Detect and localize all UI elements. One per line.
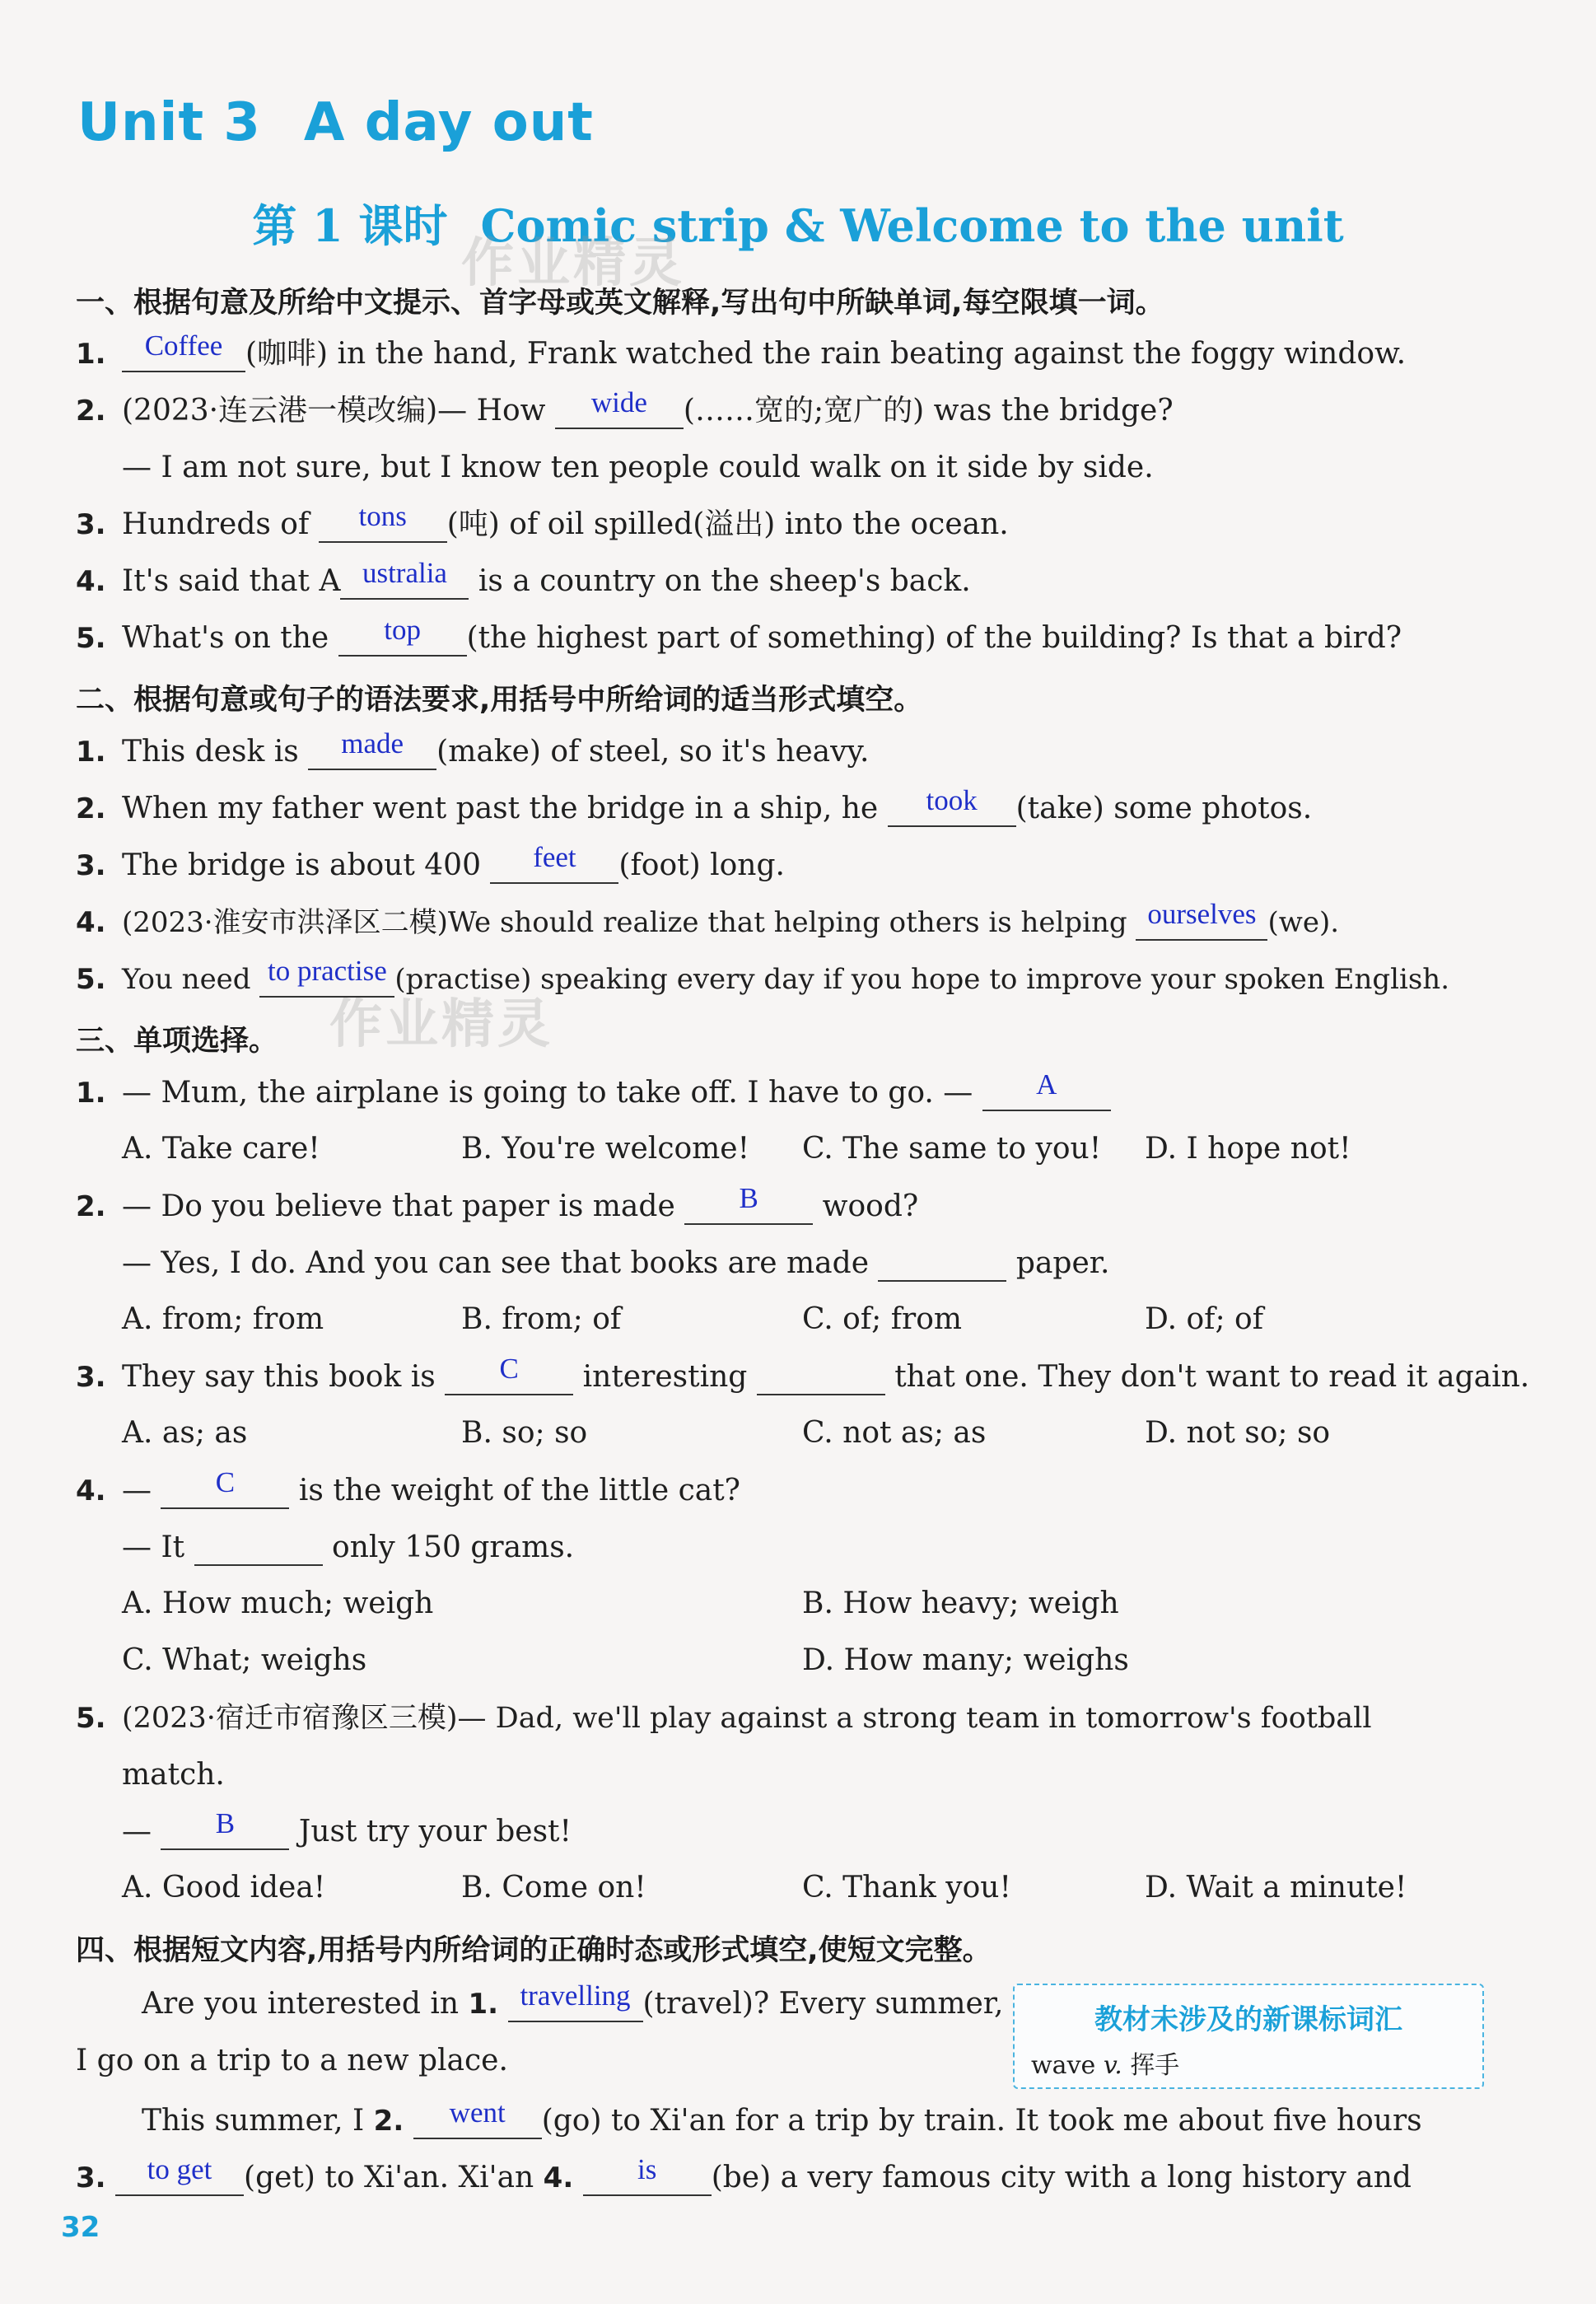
lesson-number: 第 1 课时 <box>252 199 448 252</box>
answer-blank[interactable]: C <box>445 1361 573 1395</box>
s3-q4-option-d[interactable]: D. How many; weighs <box>802 1643 1129 1677</box>
s3-q4-option-c[interactable]: C. What; weighs <box>122 1643 367 1677</box>
s3-q5-option-c[interactable]: C. Thank you! <box>802 1871 1011 1904</box>
s3-q2-option-a[interactable]: A. from; from <box>122 1302 324 1336</box>
answer-blank[interactable]: ustralia <box>340 565 469 600</box>
answer-blank[interactable]: is <box>583 2161 712 2196</box>
s2-item-5: 5. You need to practise (practise) speaking every day if you hope to improve your spoken English. <box>76 955 1450 996</box>
s3-q2-option-d[interactable]: D. of; of <box>1145 1302 1264 1336</box>
answer-blank[interactable]: A <box>982 1077 1111 1111</box>
s2-item-3: 3. The bridge is about 400 feet (foot) long. <box>76 841 785 882</box>
section-1-heading: 一、根据句意及所给中文提示、首字母或英文解释,写出句中所缺单词,每空限填一词。 <box>76 287 1164 320</box>
answer-blank[interactable]: wide <box>555 395 684 429</box>
answer-blank[interactable]: feet <box>490 849 618 884</box>
s3-q1-option-c[interactable]: C. The same to you! <box>802 1132 1102 1166</box>
s2-item-1: 1. This desk is made (make) of steel, so it's heavy. <box>76 727 870 769</box>
s4-passage-line-2: I go on a trip to a new place. <box>76 2044 508 2077</box>
answer-blank[interactable]: B <box>684 1190 813 1225</box>
page-number: 32 <box>61 2211 100 2244</box>
s2-item-2: 2. When my father went past the bridge in a ship, he took (take) some photos. <box>76 784 1313 825</box>
s3-q1-option-a[interactable]: A. Take care! <box>122 1132 320 1166</box>
s1-item-5: 5. What's on the top (the highest part of something) of the building? Is that a bird? <box>76 614 1402 655</box>
lesson-name: Comic strip & Welcome to the unit <box>480 199 1344 252</box>
s3-q5-option-d[interactable]: D. Wait a minute! <box>1145 1871 1407 1904</box>
unit-label: Unit 3 <box>77 92 261 153</box>
answer-blank[interactable] <box>194 1531 323 1566</box>
s3-q5-option-b[interactable]: B. Come on! <box>461 1871 646 1904</box>
s3-q3-option-a[interactable]: A. as; as <box>122 1416 248 1450</box>
s4-passage-line-4: 3. to get (get) to Xi'an. Xi'an 4. is (be) a very famous city with a long history and <box>76 2153 1412 2194</box>
s3-q2-option-b[interactable]: B. from; of <box>461 1302 622 1336</box>
answer-blank[interactable]: to get <box>115 2161 244 2196</box>
s1-item-3: 3. Hundreds of tons (吨) of oil spilled(溢出) into the ocean. <box>76 500 1009 541</box>
s4-passage-line-3: This summer, I 2. went (go) to Xi'an for a trip by train. It took me about five hours <box>142 2096 1422 2138</box>
s3-q2-reply: — Yes, I do. And you can see that books are made paper. <box>122 1246 1110 1280</box>
answer-blank[interactable]: top <box>338 622 467 657</box>
s3-q3: 3. They say this book is C interesting that one. They don't want to read it again. <box>76 1353 1530 1394</box>
vocab-note-box <box>1013 1984 1484 2089</box>
s2-item-4: 4. (2023·淮安市洪泽区二模)We should realize that helping others is helping ourselves (we). <box>76 898 1340 939</box>
s3-q1: 1. — Mum, the airplane is going to take off. I have to go. — A <box>76 1075 1111 1111</box>
s3-q3-option-d[interactable]: D. not so; so <box>1145 1416 1331 1450</box>
unit-title <box>77 92 637 153</box>
answer-blank[interactable]: went <box>413 2105 542 2139</box>
watermark-2: 作业精灵 <box>329 994 553 1055</box>
answer-blank[interactable]: took <box>888 792 1016 827</box>
s3-q4-option-a[interactable]: A. How much; weigh <box>122 1587 434 1620</box>
s3-q4: 4. — C is the weight of the little cat? <box>76 1466 740 1507</box>
s3-q3-option-b[interactable]: B. so; so <box>461 1416 588 1450</box>
section-4-heading: 四、根据短文内容,用括号内所给词的正确时态或形式填空,使短文完整。 <box>76 1934 992 1967</box>
answer-blank[interactable]: tons <box>319 508 447 543</box>
answer-blank[interactable]: B <box>161 1816 289 1850</box>
s3-q1-option-d[interactable]: D. I hope not! <box>1145 1132 1351 1166</box>
answer-blank[interactable]: made <box>308 736 436 770</box>
s1-item-1: 1. Coffee (咖啡) in the hand, Frank watched the rain beating against the foggy window. <box>76 329 1407 371</box>
s4-passage-line-1: Are you interested in 1. travelling (travel)? Every summer, <box>142 1979 1004 2021</box>
watermark-1: 作业精灵 <box>461 233 685 294</box>
s3-q2: 2. — Do you believe that paper is made B wood? <box>76 1182 919 1223</box>
section-2-heading: 二、根据句意或句子的语法要求,用括号中所给词的适当形式填空。 <box>76 684 923 717</box>
s1-item-2: 2. (2023·连云港一模改编)— How wide (……宽的;宽广的) was the bridge? <box>76 386 1174 428</box>
s3-q5-reply: — B Just try your best! <box>122 1807 572 1848</box>
s3-q2-option-c[interactable]: C. of; from <box>802 1302 963 1336</box>
answer-blank[interactable] <box>878 1247 1006 1282</box>
s3-q4-option-b[interactable]: B. How heavy; weigh <box>802 1587 1119 1620</box>
s3-q5: 5. (2023·宿迁市宿豫区三模)— Dad, we'll play against a strong team in tomorrow's football <box>76 1702 1372 1735</box>
section-3-heading: 三、单项选择。 <box>76 1025 278 1058</box>
s1-item-2-reply: — I am not sure, but I know ten people could walk on it side by side. <box>122 451 1154 484</box>
vocab-note-title: 教材未涉及的新课标词汇 <box>1094 2003 1402 2036</box>
answer-blank[interactable]: C <box>161 1474 289 1509</box>
unit-name: A day out <box>303 92 594 153</box>
answer-blank[interactable]: ourselves <box>1136 906 1267 941</box>
vocab-note-entry: wave v. 挥手 <box>1031 2051 1180 2080</box>
answer-blank[interactable]: travelling <box>508 1988 643 2022</box>
answer-blank[interactable]: to practise <box>259 963 394 998</box>
s3-q5-cont: match. <box>122 1758 225 1792</box>
answer-blank[interactable] <box>757 1361 885 1395</box>
lesson-title <box>0 191 1596 255</box>
s1-item-4: 4. It's said that A ustralia is a country on the sheep's back. <box>76 557 971 598</box>
s3-q1-option-b[interactable]: B. You're welcome! <box>461 1132 750 1166</box>
answer-blank[interactable]: Coffee <box>122 338 245 372</box>
s3-q3-option-c[interactable]: C. not as; as <box>802 1416 987 1450</box>
s3-q5-option-a[interactable]: A. Good idea! <box>122 1871 326 1904</box>
s3-q4-reply: — It only 150 grams. <box>122 1531 575 1564</box>
